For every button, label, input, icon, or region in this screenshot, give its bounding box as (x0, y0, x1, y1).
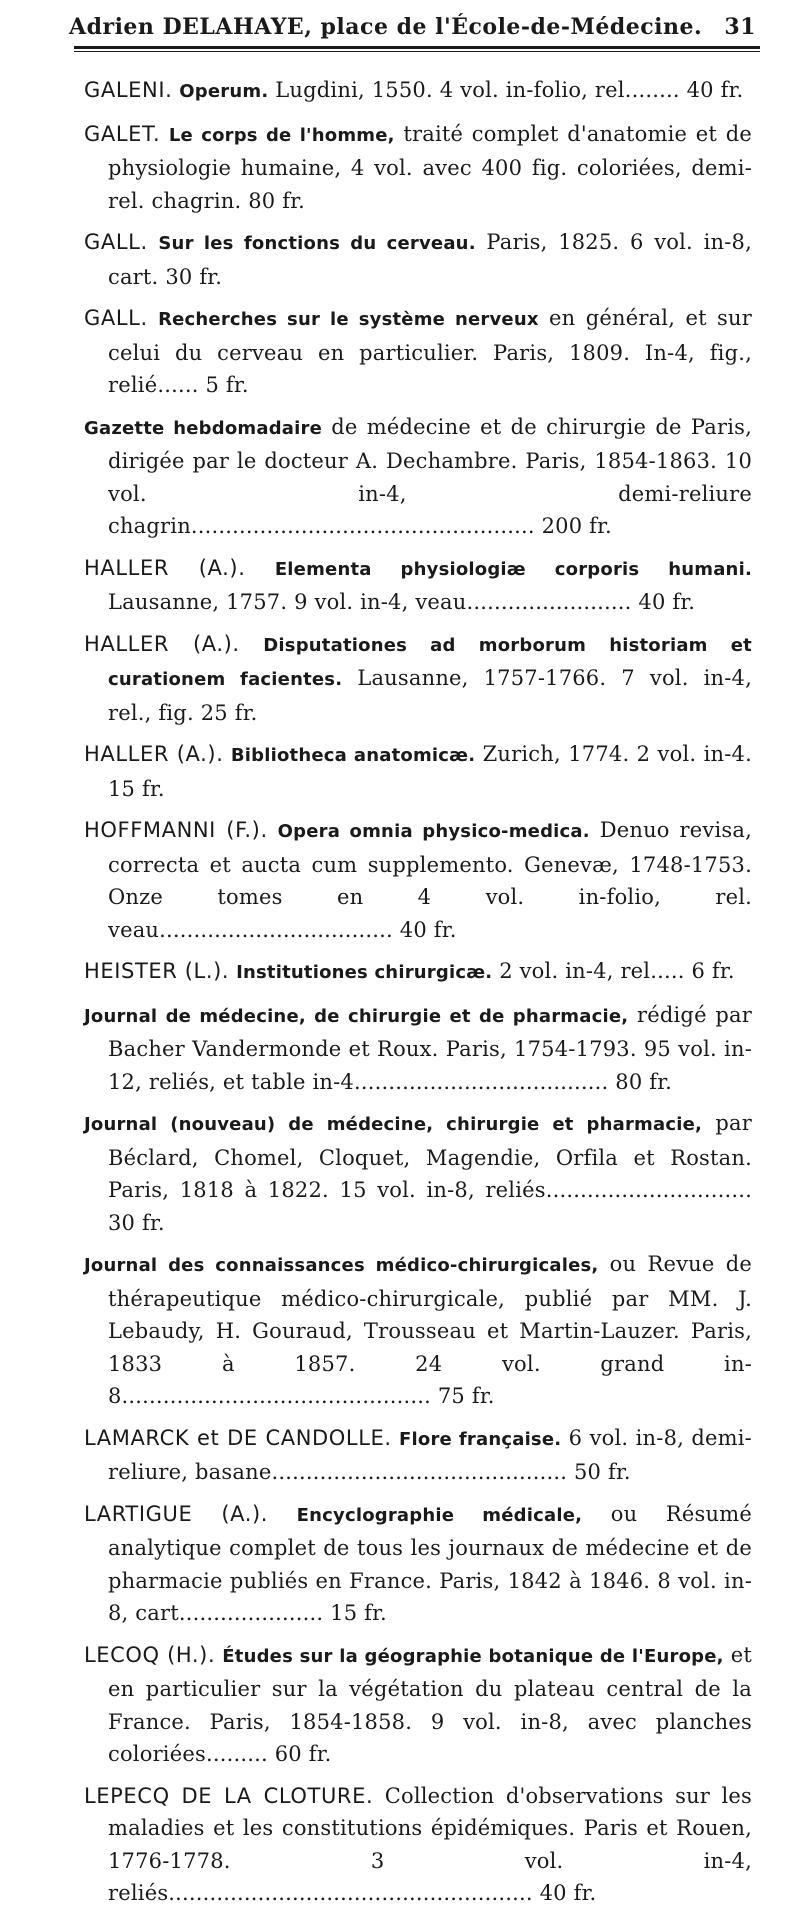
catalogue-entry (84, 1498, 752, 1630)
catalogue-entry (84, 1248, 752, 1413)
catalogue-entry (84, 74, 752, 109)
entry-price: 40 fr. (686, 78, 744, 102)
entry-price: 30 fr. (165, 264, 223, 289)
entry-price: 15 fr. (330, 1601, 387, 1625)
entry-work-title: Disputationes ad morborum historiam et curationem facientes. (108, 634, 752, 690)
entry-work-title: Journal (nouveau) de médecine, chirurgie et pharmacie, (84, 1114, 703, 1135)
entry-author: HOFFMANNI (F.). (84, 818, 268, 842)
entry-author: LARTIGUE (A.). (84, 1501, 269, 1526)
entry-work-title: Sur les fonctions du cerveau. (158, 233, 476, 254)
entry-details: 2 vol. in-4, rel..... (499, 959, 685, 983)
catalogue-entry (84, 814, 752, 946)
entry-work-title: Le corps de l'homme, (168, 124, 395, 146)
entry-work-title: Institutiones chirurgicæ. (236, 962, 493, 983)
entry-details: Denuo revisa, correcta et aucta cum supplemento. Genevæ, 1748-1753. Onze tomes en 4 vol. in-folio, rel. veau.................................. (108, 818, 752, 942)
entry-author: HEISTER (L.). (84, 959, 230, 983)
entry-details: ou Revue de thérapeutique médico-chirurgicale, publié par MM. J. Lebaudy, H. Gouraud, Trousseau et Martin-Lauzer. Paris, 1833 à 1857. 24 vol. grand in-8............................................. (108, 1252, 752, 1408)
entry-details: Zurich, 1774. 2 vol. in-4. (482, 742, 752, 766)
entry-work-title: Operum. (179, 81, 269, 102)
entry-work-title: Journal des connaissances médico-chirurgicales, (84, 1255, 599, 1276)
entry-author: GALET. (84, 121, 161, 146)
entry-author: LEPECQ DE LA CLOTURE. (84, 1783, 374, 1808)
running-head (40, 14, 760, 40)
catalogue-entry (84, 552, 752, 619)
entry-details: Paris, 1825. 6 vol. in-8, cart. (108, 230, 752, 289)
entry-details: 6 vol. in-8, demi-reliure, basane........................................... (108, 1425, 752, 1484)
catalogue-entry (84, 1639, 752, 1771)
catalogue-entry (84, 1422, 752, 1489)
entry-author: HALLER (A.). (84, 742, 224, 766)
catalogue-entry (84, 411, 752, 543)
entry-work-title: Encyclographie médicale, (296, 1504, 583, 1526)
entry-details: traité complet d'anatomie et de physiologie humaine, 4 vol. avec 400 fig. coloriées, demi-rel. chagrin. (108, 121, 752, 213)
catalogue-entry (84, 738, 752, 805)
entry-details: Lausanne, 1757-1766. 7 vol. in-4, rel., fig. (108, 666, 752, 725)
entry-price: 50 fr. (573, 1460, 631, 1484)
entry-author: HALLER (A.). (84, 631, 240, 656)
entry-details: et en particulier sur la végétation du plateau central de la France. Paris, 1854-1858. 9 vol. in-8, avec planches coloriées......... (108, 1642, 752, 1766)
entry-price: 6 fr. (691, 959, 735, 983)
catalogue-entry (84, 628, 752, 730)
entry-price: 80 fr. (248, 188, 306, 213)
entry-author: HALLER (A.). (84, 555, 246, 580)
entry-price: 75 fr. (437, 1384, 495, 1408)
entry-author: GALL. (84, 230, 148, 254)
entry-author: LAMARCK et DE CANDOLLE. (84, 1425, 392, 1450)
catalogue-entry (84, 226, 752, 293)
entry-price: 40 fr. (399, 917, 457, 942)
catalogue-entry (84, 118, 752, 218)
entry-details: Lausanne, 1757. 9 vol. in-4, veau........................ (108, 590, 632, 614)
entry-price: 40 fr. (638, 590, 696, 614)
entry-details: Collection d'observations sur les maladies et les constitutions épidémiques. Paris et Rouen, 1776-1778. 3 vol. in-4, reliés..................................................... (108, 1783, 752, 1905)
entry-price: 60 fr. (274, 1742, 332, 1766)
entry-price: 40 fr. (539, 1881, 597, 1905)
entry-details: rédigé par Bacher Vandermonde et Roux. Paris, 1754-1793. 95 vol. in-12, reliés, et table in-4..................................... (108, 1002, 752, 1094)
entry-work-title: Elementa physiologiæ corporis humani. (274, 558, 752, 580)
entry-details: par Béclard, Chomel, Cloquet, Magendie, Orfila et Rostan. Paris, 1818 à 1822. 15 vol. in-8, reliés.............................. (108, 1111, 752, 1202)
catalogue-entry (84, 1780, 752, 1910)
entry-work-title: Études sur la géographie botanique de l'Europe, (222, 1645, 724, 1667)
entry-price: 200 fr. (541, 514, 612, 538)
entry-work-title: Flore française. (399, 1428, 562, 1450)
entry-details: Lugdini, 1550. 4 vol. in-folio, rel........ (275, 78, 680, 102)
catalogue-entry (84, 302, 752, 402)
entry-work-title: Journal de médecine, de chirurgie et de pharmacie, (84, 1005, 629, 1027)
entry-details: en général, et sur celui du cerveau en particulier. Paris, 1809. In-4, fig., relié...... (108, 306, 753, 397)
entry-author: GALENI. (84, 78, 173, 102)
page-number: 31 (724, 14, 756, 40)
publisher-name: Adrien DELAHAYE, (69, 14, 313, 40)
catalogue-entry (84, 955, 752, 990)
header-rule-thin (74, 51, 760, 52)
catalogue-entries (40, 74, 760, 1910)
header-rule-thick (74, 46, 760, 49)
entry-work-title: Recherches sur le système nerveux (158, 309, 539, 330)
entry-details: de médecine et de chirurgie de Paris, dirigée par le docteur A. Dechambre. Paris, 1854-1863. 10 vol. in-4, demi-reliure chagrin.................................................. (108, 414, 752, 538)
entry-price: 15 fr. (108, 776, 165, 801)
entry-details: ou Résumé analytique complet de tous les journaux de médecine et de pharmacie publiés en France. Paris, 1842 à 1846. 8 vol. in-8, cart..................... (108, 1501, 752, 1625)
entry-author: GALL. (84, 306, 148, 330)
entry-price: 25 fr. (200, 700, 258, 725)
publisher-address: place de l'École-de-Médecine. (320, 14, 703, 40)
entry-work-title: Opera omnia physico-medica. (277, 821, 590, 842)
catalogue-entry (84, 1107, 752, 1239)
entry-price: 30 fr. (108, 1210, 165, 1235)
entry-work-title: Gazette hebdomadaire (84, 417, 322, 439)
entry-author: LECOQ (H.). (84, 1642, 216, 1667)
entry-work-title: Bibliotheca anatomicæ. (230, 745, 476, 766)
entry-price: 80 fr. (615, 1069, 673, 1094)
entry-price: 5 fr. (205, 373, 249, 397)
catalogue-entry (84, 999, 752, 1099)
